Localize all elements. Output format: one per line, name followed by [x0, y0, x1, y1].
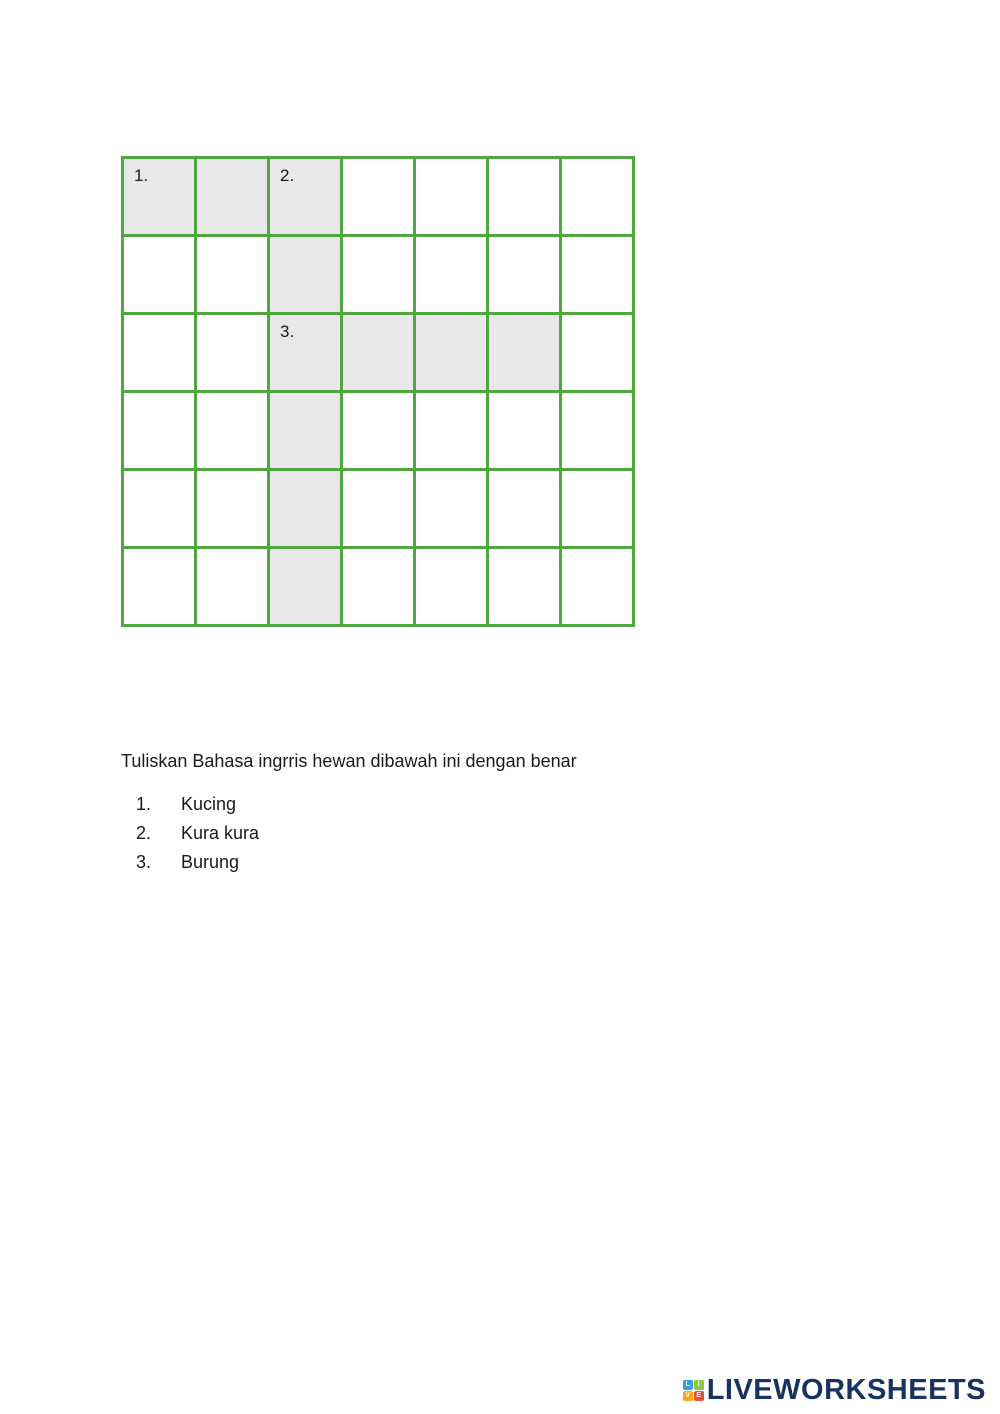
crossword-row [123, 470, 634, 548]
crossword-answer-cell[interactable] [415, 314, 488, 392]
crossword-empty-cell [196, 314, 269, 392]
crossword-empty-cell [415, 470, 488, 548]
clue-item [121, 793, 259, 822]
logo-tile: V [683, 1391, 693, 1401]
crossword-row [123, 158, 634, 236]
crossword-empty-cell [123, 236, 196, 314]
crossword-answer-cell[interactable] [123, 158, 196, 236]
crossword-empty-cell [561, 314, 634, 392]
crossword-answer-cell[interactable] [269, 236, 342, 314]
clue-item-number: 1. [135, 794, 151, 814]
crossword-empty-cell [196, 236, 269, 314]
crossword-row [123, 548, 634, 626]
clue-number: 3. [280, 322, 295, 341]
crossword-empty-cell [123, 392, 196, 470]
crossword-body [123, 158, 634, 626]
crossword-grid [121, 156, 635, 627]
crossword-answer-cell[interactable] [196, 158, 269, 236]
crossword-row [123, 392, 634, 470]
clue-number: 2. [280, 166, 295, 185]
crossword-answer-cell[interactable] [269, 548, 342, 626]
logo-tile: L [683, 1380, 693, 1390]
crossword-empty-cell [196, 392, 269, 470]
crossword-empty-cell [488, 470, 561, 548]
crossword-answer-cell[interactable] [269, 158, 342, 236]
logo-tiles-icon [683, 1380, 704, 1401]
crossword-empty-cell [561, 392, 634, 470]
crossword-empty-cell [561, 548, 634, 626]
crossword-empty-cell [342, 236, 415, 314]
crossword-empty-cell [488, 236, 561, 314]
crossword-empty-cell [488, 392, 561, 470]
crossword-empty-cell [196, 470, 269, 548]
crossword-empty-cell [561, 470, 634, 548]
crossword-row [123, 314, 634, 392]
crossword-row [123, 236, 634, 314]
logo-text: LIVEWORKSHEETS [706, 1374, 986, 1406]
crossword-empty-cell [561, 236, 634, 314]
clue-item [121, 851, 259, 880]
crossword-empty-cell [415, 236, 488, 314]
crossword-answer-cell[interactable] [342, 314, 415, 392]
crossword-empty-cell [342, 392, 415, 470]
crossword-empty-cell [123, 548, 196, 626]
crossword-empty-cell [488, 548, 561, 626]
crossword-answer-cell[interactable] [269, 314, 342, 392]
crossword-empty-cell [415, 392, 488, 470]
logo-tile: E [694, 1391, 704, 1401]
clue-item [121, 822, 259, 851]
clue-item-number: 3. [135, 852, 151, 872]
clue-item-text: Kucing [181, 794, 237, 814]
clue-list [121, 793, 259, 880]
crossword-empty-cell [123, 314, 196, 392]
crossword-answer-cell[interactable] [269, 392, 342, 470]
crossword-empty-cell [342, 548, 415, 626]
crossword-empty-cell [342, 470, 415, 548]
crossword-empty-cell [342, 158, 415, 236]
clue-item-number: 2. [135, 823, 151, 843]
crossword-empty-cell [415, 548, 488, 626]
crossword-empty-cell [415, 158, 488, 236]
crossword-empty-cell [561, 158, 634, 236]
liveworksheets-logo [683, 1374, 986, 1407]
crossword-empty-cell [196, 548, 269, 626]
crossword-answer-cell[interactable] [488, 314, 561, 392]
crossword-empty-cell [488, 158, 561, 236]
crossword-answer-cell[interactable] [269, 470, 342, 548]
clue-item-text: Burung [181, 852, 240, 872]
clue-item-text: Kura kura [181, 823, 260, 843]
instruction-text: Tuliskan Bahasa ingrris hewan dibawah ini dengan benar [121, 751, 577, 771]
crossword-empty-cell [123, 470, 196, 548]
logo-tile: I [694, 1380, 704, 1390]
clue-number: 1. [134, 166, 149, 185]
